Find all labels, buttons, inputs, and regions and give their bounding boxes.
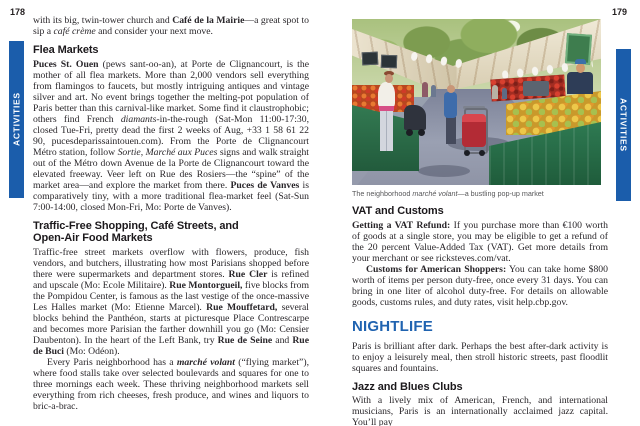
- photo-woman-shirt: [378, 82, 395, 109]
- photo-price-sign: [362, 52, 379, 66]
- heading-jazz-blues-clubs: Jazz and Blues Clubs: [352, 380, 463, 393]
- photo-shadow-dapple: [418, 165, 470, 177]
- intro-paragraph: with its big, twin-tower church and Café de la Mairie—a great spot to sip a café crème and consider your next move.: [33, 15, 309, 37]
- photo-stroller: [404, 105, 426, 130]
- heading-traffic-free-line1: Traffic-Free Shopping, Café Streets, and: [33, 219, 239, 232]
- marche-volant-paragraph: Every Paris neighborhood has a marché volant (“flying market”), where food stalls take over selected boulevards and squares for one to three mornings each week. These thriving neighborhood markets sell everything from rich cheeses, fresh produce, and wines and liquors to bric-a-brac.: [33, 356, 309, 412]
- photo-vendor-cap: [575, 59, 586, 64]
- photo-woman-belt: [379, 106, 394, 111]
- photo-shopper-head: [447, 85, 455, 93]
- photo-trolley-wheel: [479, 150, 485, 156]
- photo-stroller-wheel: [418, 129, 425, 136]
- photo-stroller-wheel: [406, 129, 413, 136]
- heading-traffic-free-shopping: [33, 220, 309, 245]
- heading-flea-markets: Flea Markets: [33, 44, 99, 56]
- photo-woman-jeans: [380, 111, 393, 151]
- left-page-column: [33, 15, 309, 412]
- photo-shopper: [502, 88, 507, 99]
- tab-activities-left-label: ACTIVITIES: [11, 92, 22, 147]
- photo-price-sign: [381, 55, 397, 69]
- heading-traffic-free-line2: Open-Air Food Markets: [33, 232, 153, 244]
- vat-refund-paragraph: Getting a VAT Refund: If you purchase more than €100 worth of goods at a single store, you may be eligible to get a refund of the 20 percent Value-Added Tax (VAT). Get more details from your merchant or see ricksteves.com/vat.: [352, 219, 608, 264]
- page-number-left: 178: [10, 7, 26, 17]
- photo-shopper-blue-shirt: [444, 92, 457, 118]
- market-photo: [352, 19, 601, 185]
- photo-shopper: [422, 82, 428, 97]
- photo-red-shopping-trolley: [462, 114, 486, 147]
- photo-trolley-wheel: [464, 150, 470, 156]
- photo-shopper-legs: [446, 117, 456, 144]
- photo-caption: The neighborhood marché volant—a bustling pop-up market: [352, 189, 544, 198]
- nightlife-intro-paragraph: Paris is brilliant after dark. Perhaps the best after-dark activity is to enjoy a leisurely meal, then stroll historic streets, past floodlit squares and fountains.: [352, 340, 608, 374]
- right-page-column: [352, 19, 608, 426]
- photo-vendor-head: [576, 63, 585, 73]
- jazz-clubs-paragraph: With a lively mix of American, French, and international musicians, Paris is an internationally acclaimed jazz capital. You’ll pay: [352, 395, 608, 426]
- tab-activities-left: [9, 41, 24, 198]
- photo-woman-head: [385, 74, 393, 83]
- photo-shopper: [492, 85, 498, 99]
- flea-markets-paragraph: Puces St. Ouen (pews sant-oo-an), at Porte de Clignancourt, is the mother of all flea markets. More than 2,000 vendors sell everything from flamingos to faucets, but mostly intriguing antiques and vintage silver and art. No event brings together the melting-pot population of Paris better than this carnival-like market. Some find it claustrophobic; others find French diamants-in-the-rough (Sat-Mon 11:00-17:30, closed Tue-Fri, pretty dead the first 2 weeks of Aug, +33 1 58 61 22 90, pucesdeparissaintouen.com). From the Porte de Clignancourt Métro station, follow Sortie, Marché aux Puces signs and walk straight out of the Métro down Avenue de la Porte de Clignancourt toward the elevated freeway. Veer left on Rue des Rosiers—the “spine” of the market area—and explore the market from there. Puces de Vanves is comparatively tiny, with a more traditional flea-market feel (Sat-Sun 7:00-14:00, closed Mon-Fri, Mo: Porte de Vanves).: [33, 58, 309, 213]
- heading-nightlife: NIGHTLIFE: [352, 317, 433, 335]
- tab-activities-right-label: ACTIVITIES: [618, 98, 629, 152]
- photo-market-scale: [523, 81, 549, 96]
- photo-shopper: [431, 85, 436, 97]
- tab-activities-right: [616, 49, 631, 201]
- customs-paragraph: Customs for American Shoppers: You can take home $800 worth of items per person duty-free, once every 31 days. You can bring in one liter of alcohol duty-free. For details on allowable goods, customs rules, and duty rates, visit help.cbp.gov.: [352, 263, 608, 308]
- traffic-free-paragraph: Traffic-free street markets overflow with flowers, produce, fish vendors, and butchers, illustrating how most Parisians shopped before there were supermarkets and department stores. Rue Cler is refined and upscale (Mo: Ecole Militaire). Rue Montorgueil, five blocks from the Pompidou Center, is famous as the last vestige of the once-massive Les Halles market (Mo: Etienne Marcel). Rue Mouffetard, several blocks behind the Panthéon, starts at picturesque Place Contrescarpe and becomes more Parisian the farther downhill you go (Mo: Censier Daubenton). In the heart of the Left Bank, try Rue de Seine and Rue de Buci (Mo: Odéon).: [33, 246, 309, 357]
- photo-vendor: [567, 72, 593, 94]
- heading-vat-customs: VAT and Customs: [352, 205, 444, 217]
- page-number-right: 179: [611, 7, 627, 17]
